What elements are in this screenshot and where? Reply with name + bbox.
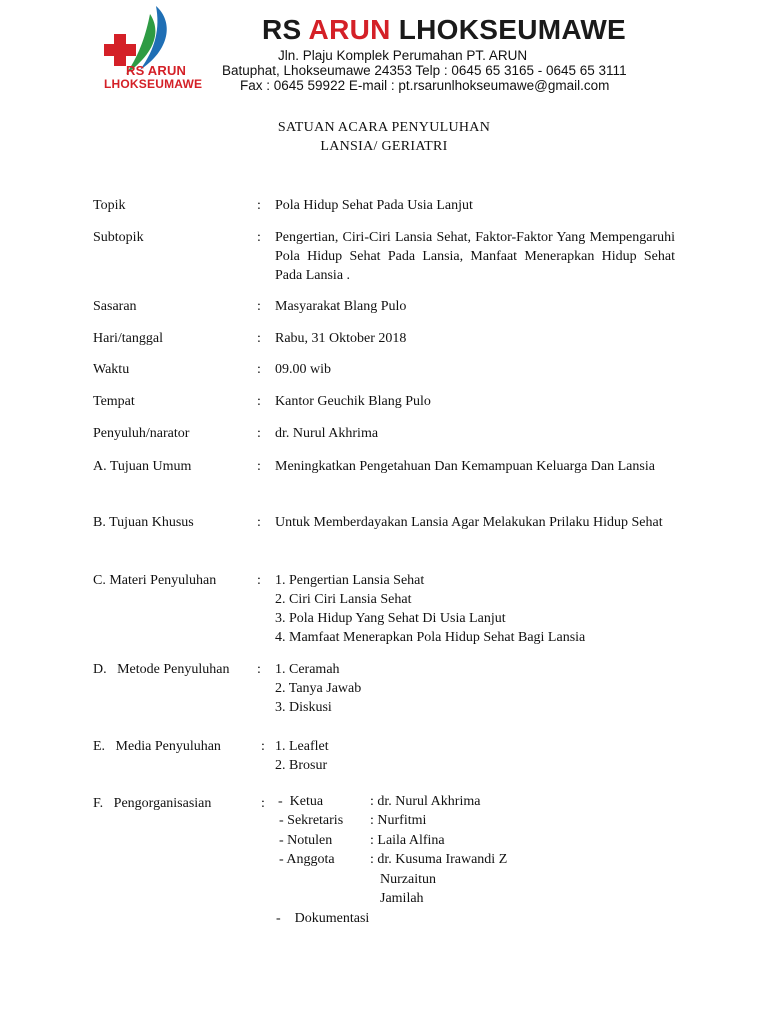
row-colon: :: [261, 796, 265, 811]
hospital-name-prefix: RS: [262, 14, 302, 45]
row-colon: :: [257, 331, 261, 346]
list-item: 3. Pola Hidup Yang Sehat Di Usia Lanjut: [275, 611, 506, 626]
document-title-line-1: SATUAN ACARA PENYULUHAN: [277, 120, 491, 135]
row-colon: :: [257, 459, 261, 474]
list-item: 4. Mamfaat Menerapkan Pola Hidup Sehat Bagi Lansia: [275, 630, 586, 645]
row-colon: :: [257, 515, 261, 530]
org-role: - Anggota: [279, 852, 335, 867]
org-name: : dr. Nurul Akhrima: [370, 794, 481, 809]
org-role: - Dokumentasi: [276, 911, 370, 926]
org-name: : Laila Alfina: [370, 833, 445, 848]
row-colon: :: [257, 426, 261, 441]
row-colon: :: [257, 198, 261, 213]
hospital-name-suffix: LHOKSEUMAWE: [398, 14, 627, 45]
materi-list: [275, 571, 675, 647]
row-label: Waktu: [93, 362, 130, 377]
row-label: B. Tujuan Khusus: [93, 515, 194, 530]
row-label: C. Materi Penyuluhan: [93, 573, 217, 588]
row-value: Kantor Geuchik Blang Pulo: [275, 394, 431, 409]
hospital-name: [262, 14, 626, 46]
row-value: Pengertian, Ciri-Ciri Lansia Sehat, Faktor-Faktor Yang Mempengaruhi Pola Hidup Sehat Pada Lansia, Manfaat Menerapkan Hidup Sehat Pada Lansia .: [275, 230, 675, 283]
row-label: A. Tujuan Umum: [93, 459, 192, 474]
letterhead: [0, 0, 768, 105]
org-name: : dr. Kusuma Irawandi Z: [370, 852, 508, 867]
org-member: Nurzaitun: [380, 872, 436, 887]
row-colon: :: [257, 573, 261, 588]
row-colon: :: [257, 394, 261, 409]
logo-text-rs-arun: RS ARUN: [126, 63, 187, 78]
row-colon: :: [257, 662, 261, 677]
row-colon: :: [257, 299, 261, 314]
hospital-name-accent: ARUN: [308, 14, 391, 45]
org-member: Jamilah: [380, 891, 424, 906]
row-label: D. Metode Penyuluhan: [93, 662, 230, 677]
org-role: - Ketua: [278, 794, 324, 809]
row-value: Masyarakat Blang Pulo: [275, 299, 407, 314]
org-name: : Nurfitmi: [370, 813, 427, 828]
row-value: dr. Nurul Akhrima: [275, 426, 379, 441]
row-label: Tempat: [93, 394, 135, 409]
address-line-1: Jln. Plaju Komplek Perumahan PT. ARUN: [278, 48, 528, 63]
metode-list: [275, 660, 675, 717]
row-colon: :: [257, 362, 261, 377]
row-value: 09.00 wib: [275, 362, 331, 377]
row-colon: :: [261, 739, 265, 754]
document-title-line-2: LANSIA/ GERIATRI: [320, 139, 448, 154]
logo-text-lhokseumawe: LHOKSEUMAWE: [104, 77, 203, 91]
row-label: E. Media Penyuluhan: [93, 739, 221, 754]
media-list: [275, 737, 675, 775]
list-item: 2. Tanya Jawab: [275, 681, 362, 696]
org-role: - Notulen: [279, 833, 333, 848]
list-item: 1. Ceramah: [275, 662, 340, 677]
row-value: Meningkatkan Pengetahuan Dan Kemampuan Keluarga Dan Lansia: [275, 459, 655, 474]
row-label: Sasaran: [93, 299, 137, 314]
list-item: 2. Brosur: [275, 758, 328, 773]
row-value: Rabu, 31 Oktober 2018: [275, 331, 407, 346]
row-colon: :: [257, 230, 261, 245]
row-label: Hari/tanggal: [93, 331, 163, 346]
address-line-3: Fax : 0645 59922 E-mail : pt.rsarunlhokseumawe@gmail.com: [240, 78, 610, 93]
list-item: 1. Leaflet: [275, 739, 329, 754]
row-label: Penyuluh/narator: [93, 426, 190, 441]
row-label: F. Pengorganisasian: [93, 796, 212, 811]
row-value: Untuk Memberdayakan Lansia Agar Melakukan Prilaku Hidup Sehat: [275, 515, 663, 530]
list-item: 3. Diskusi: [275, 700, 332, 715]
row-value: Pola Hidup Sehat Pada Usia Lanjut: [275, 198, 473, 213]
row-label: Topik: [93, 198, 126, 213]
list-item: 1. Pengertian Lansia Sehat: [275, 573, 425, 588]
address-line-2: Batuphat, Lhokseumawe 24353 Telp : 0645 65 3165 - 0645 65 3111: [222, 63, 627, 78]
list-item: 2. Ciri Ciri Lansia Sehat: [275, 592, 412, 607]
row-label: Subtopik: [93, 230, 144, 245]
org-role: - Sekretaris: [279, 813, 344, 828]
